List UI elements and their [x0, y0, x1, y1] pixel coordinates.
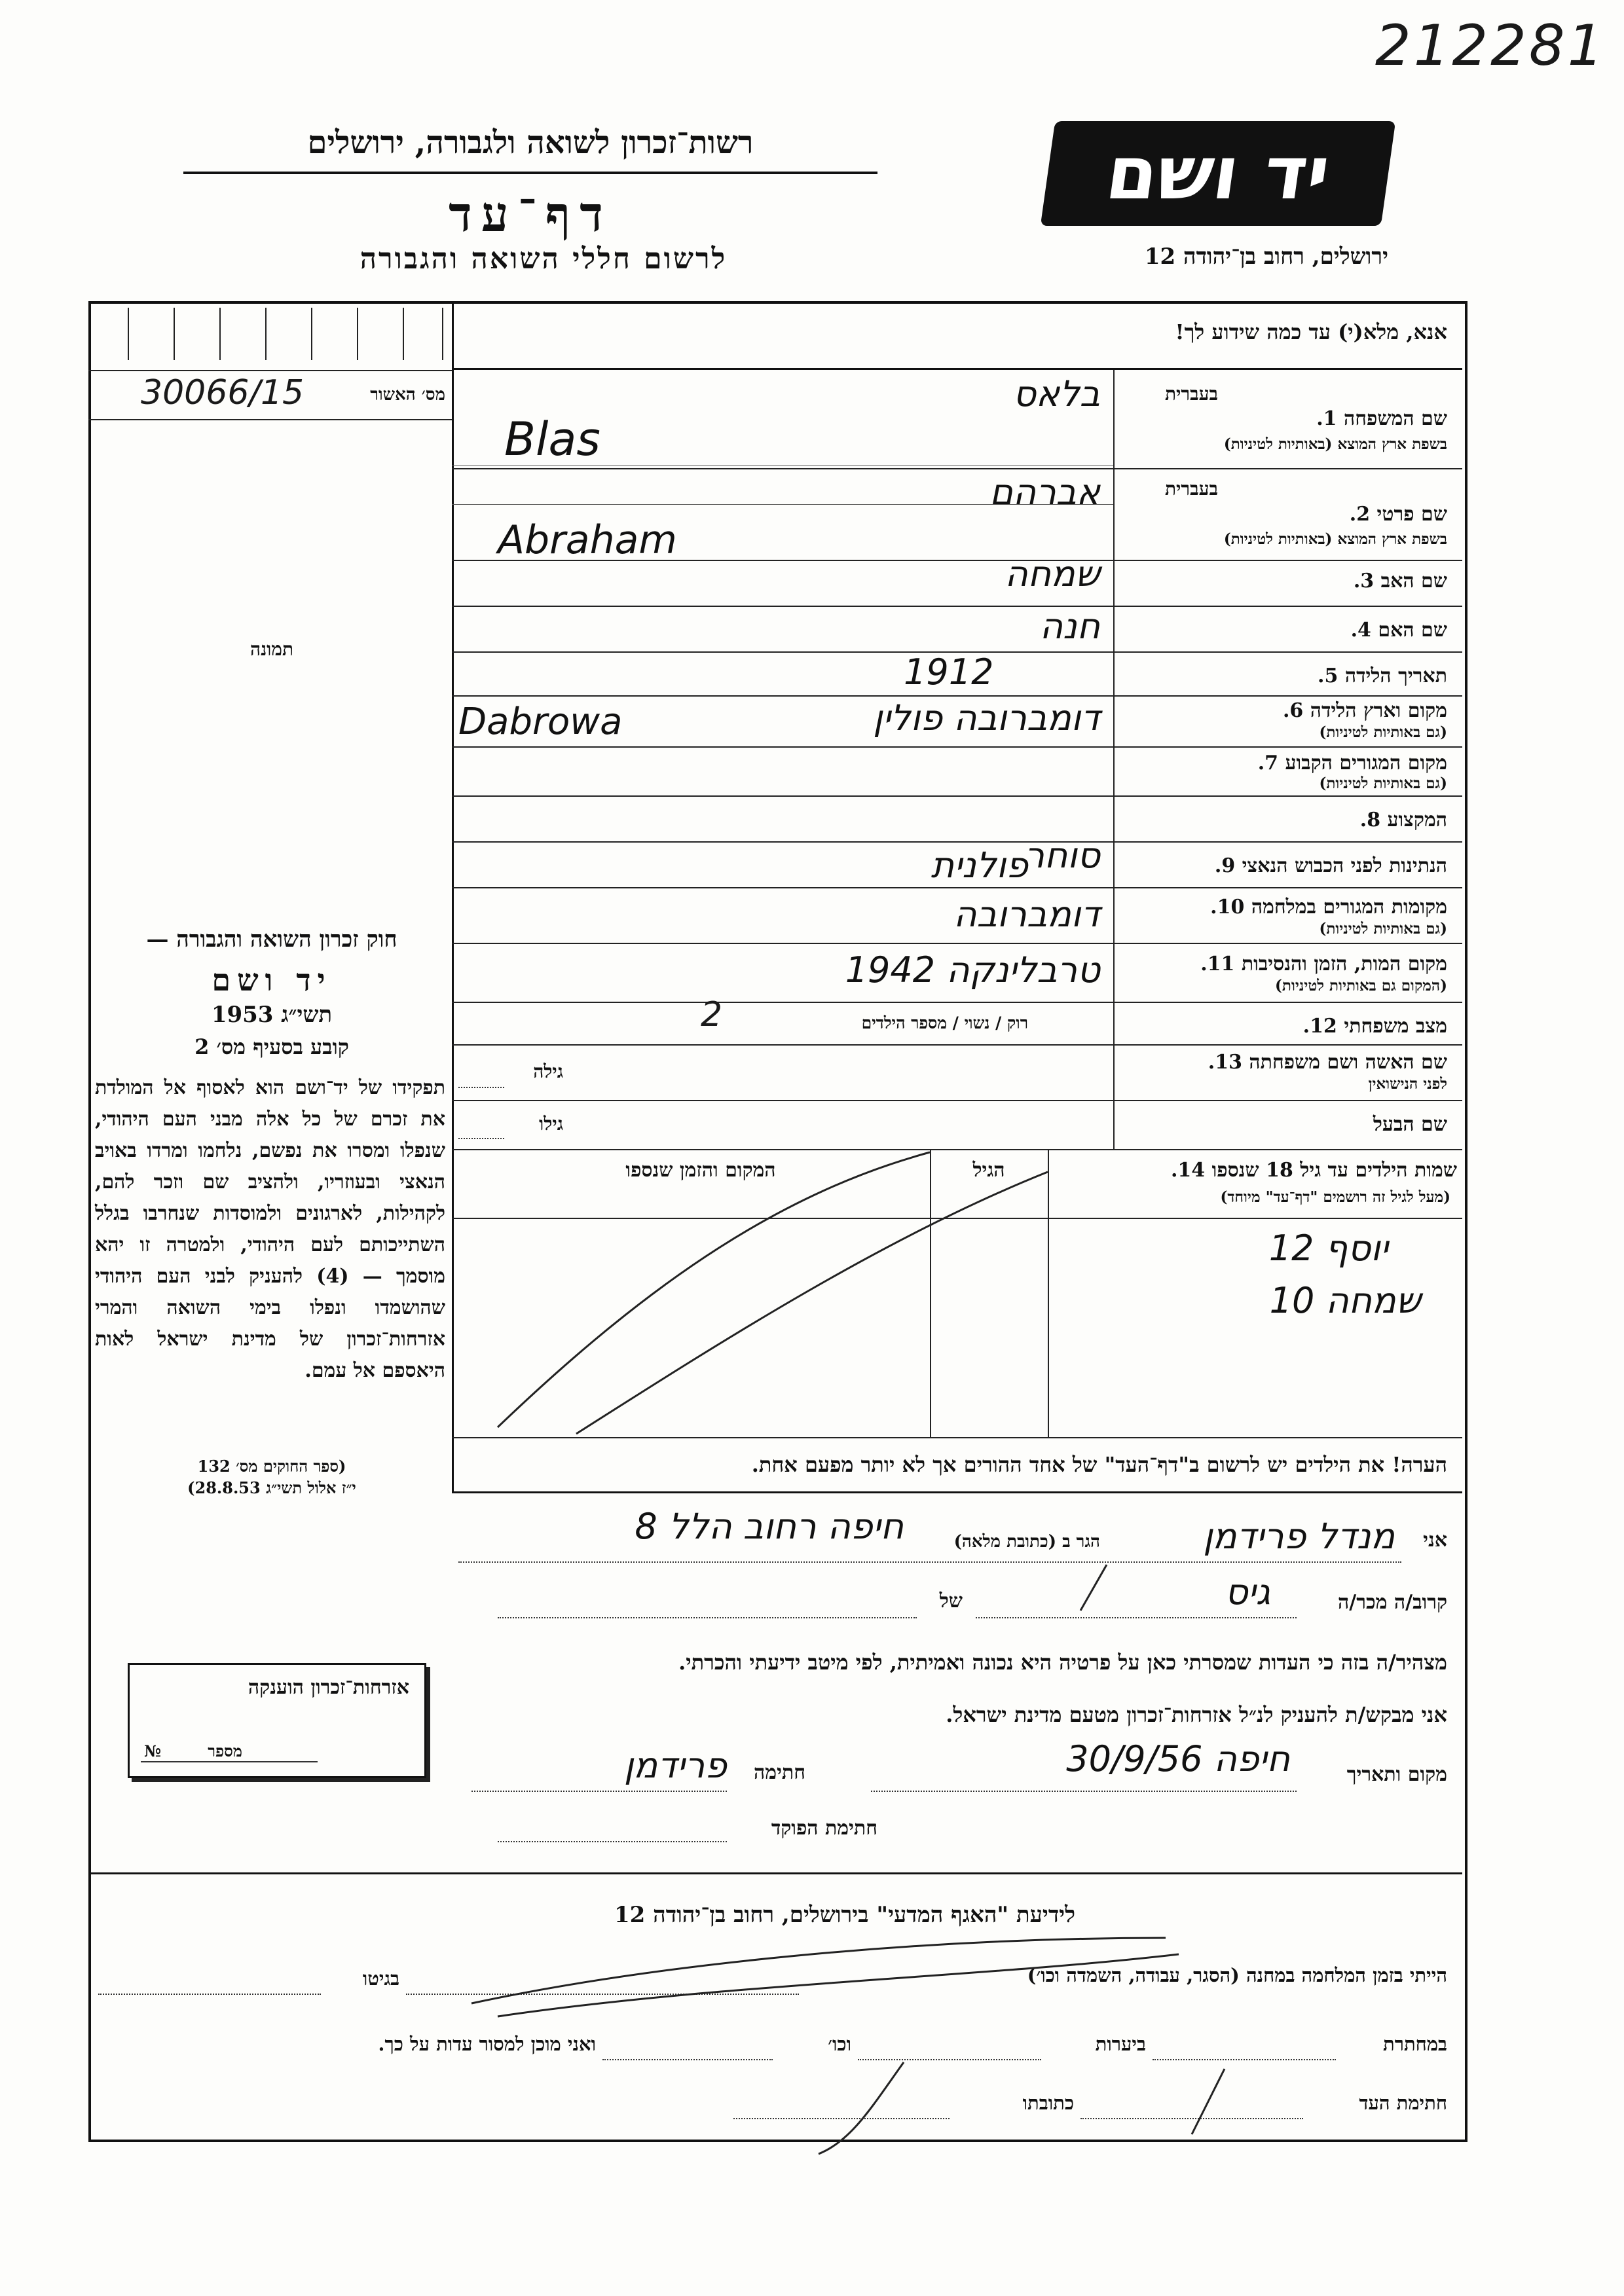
- field-husband-extra-label: גילו: [539, 1113, 563, 1135]
- field-11-value: טרבלינקה 1942: [845, 949, 1100, 991]
- archive-number: 212281: [1375, 13, 1606, 79]
- field-10-sub: (גם באותיות לטיניות): [1319, 920, 1447, 938]
- bottom-line-3-a: חתימת העד: [1359, 2092, 1447, 2114]
- field-13-label: שם האשה ושם משפחתה 13.: [1208, 1051, 1447, 1074]
- citizenship-no-label: №: [144, 1741, 162, 1760]
- field-8-label: המקצוע 8.: [1359, 809, 1447, 831]
- header-address: ירושלים, רחוב בן־יהודה 12: [1144, 244, 1388, 270]
- declaration-text: מצהיר/ה בזה כי העדות שמסרתי כאן על פרטיה היא נכונה ואמיתית, לפי מיטב ידיעתי והכרתי.: [678, 1650, 1447, 1675]
- field-husband-label: שם הבעל: [1373, 1113, 1447, 1136]
- citizenship-number-label: מספר: [208, 1741, 242, 1760]
- field-3-label: שם האב 3.: [1353, 570, 1447, 592]
- field-6-value: דומברובה פולין: [873, 697, 1100, 738]
- field-1-value-latin: Blas: [504, 412, 600, 466]
- bottom-line-2-d: ואני מוכן למסור עדות על כך.: [378, 2033, 596, 2055]
- bottom-line-3-b: כתובתו: [1022, 2092, 1074, 2114]
- field-8-value: סוחר: [1024, 835, 1100, 876]
- place-date-label: מקום ותאריך: [1346, 1763, 1447, 1786]
- field-10-label: מקומות המגורים במלחמה 10.: [1210, 896, 1447, 919]
- law-source-2: י״ז אלול תשי״ג 28.8.53): [187, 1478, 356, 1497]
- declarant-of-label: של: [939, 1590, 963, 1613]
- registration-label: מס׳ האשור: [370, 385, 445, 405]
- field-9-label: הנתינות לפני הכבוש הנאצי 9.: [1214, 854, 1447, 877]
- children-header-sub: (מעל לגיל זה רושמים "דף־עד" מיוחד): [1220, 1188, 1450, 1206]
- registration-value: 30066/15: [141, 373, 304, 412]
- field-3-value: שמחה: [1005, 553, 1100, 594]
- form-title: דף־עד: [449, 187, 612, 243]
- bottom-line-2-b: ביערות: [1095, 2033, 1146, 2055]
- field-11-sub: (המקום גם באותיות לטיניות): [1275, 977, 1447, 994]
- declarant-i-label: אני: [1423, 1529, 1447, 1552]
- photo-label: תמונה: [249, 638, 294, 660]
- declarant-relative-label: קרוב/ה מכר/ה: [1338, 1591, 1447, 1614]
- field-2-label: שם פרטי 2.: [1349, 503, 1447, 526]
- declarant-name: מנדל פרידמן: [1203, 1516, 1395, 1557]
- field-6-sub: (גם באותיות לטיניות): [1319, 723, 1447, 741]
- field-7-label: מקום המגורים הקבוע 7.: [1257, 752, 1447, 774]
- law-body: תפקידו של יד־ושם הוא לאסוף אל המולדת את זכרם של כל אלה מבני העם היהודי, שנפלו ומסרו את נפשם, נלחמו ומרדו באויב הנאצי ובעוזריו, ולהציב שם וזכר להם, לקהילות, לארגונים ולמוסדות שנחרבו בגלל השתייכותם לעם היהודי, ולמטרה זו יהא מוסמך — (4) להעניק לבני העם היהודי שהושמדו ונפלו בימי השואה והמרי אזרחות־זכרון של מדינת ישראל לאות היאספם אל עמם.: [95, 1076, 445, 1382]
- bottom-title: לידיעת "האגף המדעי" בירושלים, רחוב בן־יהודה 12: [614, 1902, 1075, 1928]
- children-age-col: הגיל: [972, 1159, 1005, 1182]
- request-text: אני מבקש/ת להעניק לנ״ל אזרחות־זכרון מטעם מדינת ישראל.: [946, 1702, 1447, 1727]
- note-text: הערה! את הילדים יש לרשום ב"דף־העד" של אחד ההורים אך לא יותר מפעם אחת.: [751, 1452, 1447, 1477]
- intro-text: אנא, מלא(י) עד כמה שידוע לך!: [1175, 319, 1447, 344]
- bottom-line-1-end: בגיטו: [362, 1967, 399, 1990]
- bottom-line-2-c: וכו׳: [828, 2033, 851, 2055]
- field-6-value-latin: Dabrowa: [458, 701, 623, 743]
- field-4-value: חנה: [1039, 606, 1100, 647]
- form-subtitle: לרשום חללי השואה והגבורה: [360, 242, 728, 276]
- children-header: שמות הילדים עד גיל 18 שנספו 14.: [1170, 1159, 1457, 1182]
- field-6-label: מקום וארץ הלידה 6.: [1282, 699, 1447, 722]
- field-7-sub: (גם באותיות לטיניות): [1319, 774, 1447, 792]
- law-line-2: יד ושם: [212, 962, 332, 998]
- bottom-line-2-a: במחתרת: [1383, 2033, 1447, 2055]
- field-12-options: רוק / נשוי / מספר הילדים: [861, 1013, 1028, 1032]
- children-name-1: יוסף 12: [1268, 1228, 1388, 1269]
- field-2-sub1: בעברית: [1164, 478, 1218, 500]
- law-line-4: קובע בסעיף מס׳ 2: [194, 1034, 349, 1059]
- place-date-value: חיפה 30/9/56: [1066, 1738, 1290, 1779]
- law-line-3: תשי״ג 1953: [211, 1002, 333, 1028]
- field-2-value-latin: Abraham: [498, 517, 677, 563]
- field-11-label: מקום המות, הזמן והנסיבות 11.: [1200, 953, 1447, 975]
- field-1-sub1: בעברית: [1164, 383, 1218, 405]
- field-10-value: דומברובה: [953, 894, 1100, 935]
- officer-label: חתימת הפוקד: [771, 1817, 877, 1840]
- children-place-col: המקום והזמן שנספו: [625, 1159, 776, 1182]
- law-line-1: חוק זכרון השואה והגבורה —: [146, 926, 397, 953]
- field-13-sub: לפני הנישואין: [1368, 1075, 1447, 1093]
- field-12-value: 2: [701, 995, 723, 1034]
- field-2-sub2: בשפת ארץ המוצא (באותיות לטיניות): [1223, 530, 1447, 548]
- authority-line: רשות־זכרון לשואה ולגבורה, ירושלים: [307, 124, 754, 161]
- field-5-value: 1912: [904, 651, 994, 693]
- signature-value: פרידמן: [623, 1745, 727, 1786]
- law-source-1: (ספר החוקים מס׳ 132: [197, 1457, 346, 1476]
- children-name-2: שמחה 10: [1269, 1280, 1421, 1321]
- field-5-label: תאריך הלידה 5.: [1318, 665, 1447, 687]
- declarant-resides-label: הגר ב (כתובת מלאה): [953, 1532, 1100, 1552]
- field-1-label: שם המשפחה 1.: [1316, 407, 1447, 430]
- declarant-address: חיפה רחוב הלל 8: [635, 1506, 904, 1547]
- signature-label: חתימה: [754, 1761, 805, 1784]
- bottom-line-1: הייתי בזמן המלחמה במחנה (הסגר, עבודה, השמדה וכו׳): [1027, 1964, 1447, 1986]
- citizenship-title: אזרחות־זכרון הוענקה: [248, 1676, 409, 1699]
- field-12-label: מצב משפחתי 12.: [1302, 1015, 1447, 1038]
- declarant-relation: גיס: [1225, 1571, 1270, 1613]
- field-1-sub2: בשפת ארץ המוצא (באותיות לטיניות): [1223, 435, 1447, 453]
- field-1-value-he: בלאס: [1012, 373, 1100, 414]
- field-9-value: פולנית: [931, 845, 1028, 886]
- field-4-label: שם האם 4.: [1350, 619, 1447, 642]
- field-2-value-he: אברהם: [989, 471, 1100, 513]
- logo-text: יד ושם: [1101, 131, 1335, 216]
- field-13-extra-label: גילה: [533, 1061, 563, 1082]
